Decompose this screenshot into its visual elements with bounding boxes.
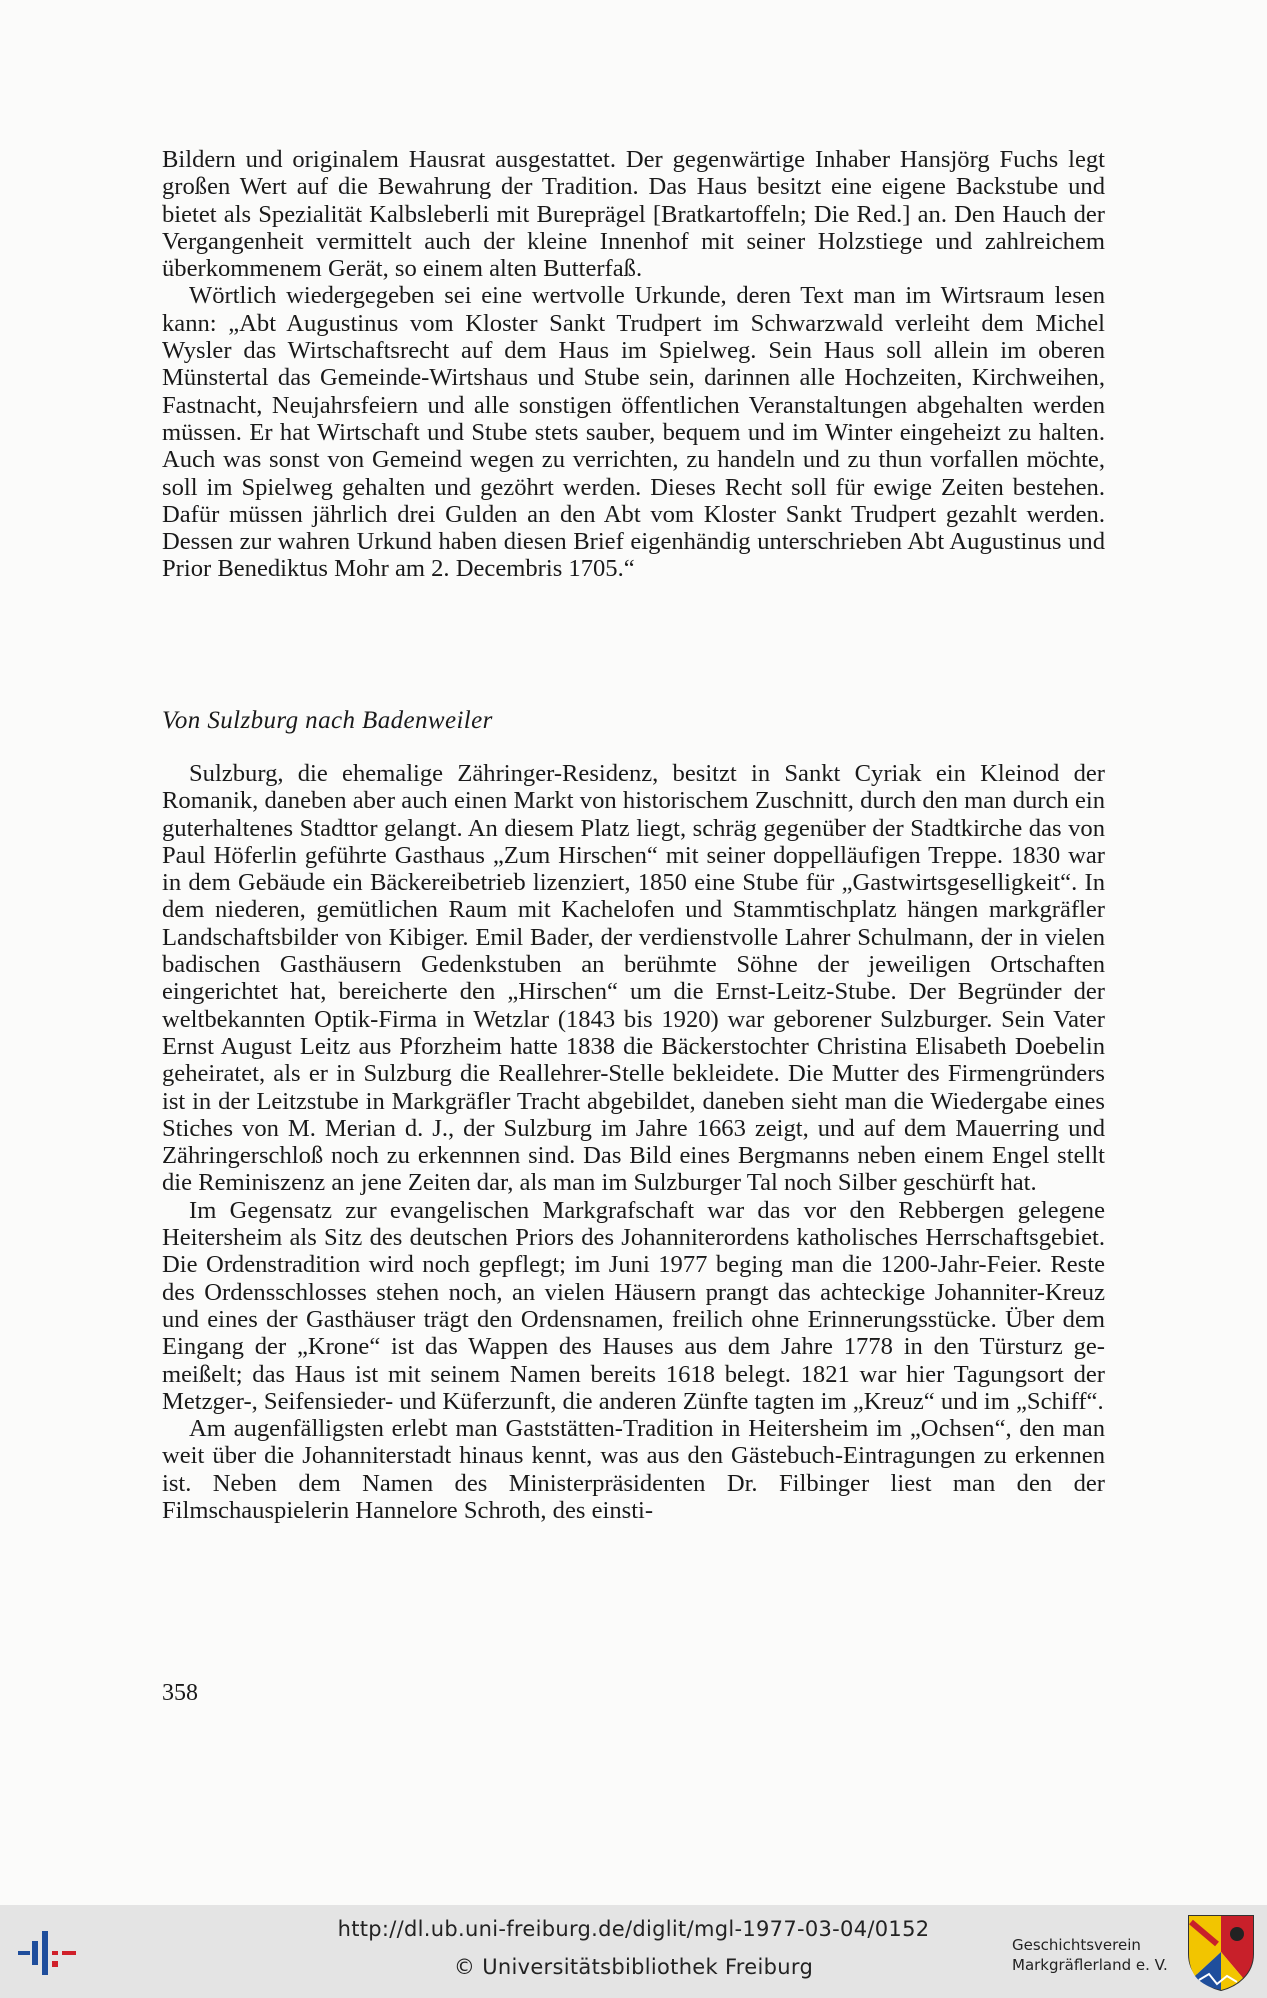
source-url-link[interactable]: http://dl.ub.uni-freiburg.de/diglit/mgl-1977-03-04/0152 — [337, 1917, 930, 1941]
section-heading: Von Sulzburg nach Badenweiler — [162, 707, 493, 734]
body-text-top — [162, 146, 1105, 583]
society-name — [1012, 1935, 1182, 1975]
copyright-text: © Universitätsbibliothek Freiburg — [453, 1955, 814, 1979]
coat-of-arms-icon — [1187, 1914, 1255, 1992]
paragraph: Im Gegensatz zur evangelischen Markgrafschaft war das vor den Rebbergen gelegene Heitersheim als Sitz des deutschen Priors des Johanniterordens katholisches Herrschaftsgebiet. Die Ordenstradition wird noch gepflegt; im Juni 1977 beging man die 1200-Jahr-Feier. Reste des Ordensschlosses stehen noch, an vielen Häusern prangt das achteckige Johanniter-Kreuz und eines der Gasthäuser trägt den Ordensnamen, freilich ohne Erinnerungsstücke. Über dem Eingang der „Krone“ ist das Wappen des Hauses aus dem Jahre 1778 in den Türsturz gemeißelt; das Haus ist mit seinem Namen bereits 1618 belegt. 1821 war hier Tagungsort der Metzger-, Seifensieder- und Küferzunft, die anderen Zünfte tagten im „Kreuz“ und im „Schiff“. — [162, 1196, 1105, 1415]
page-number: 358 — [162, 1680, 198, 1706]
paragraph: Sulzburg, die ehemalige Zähringer-Residenz, besitzt in Sankt Cyriak ein Kleinod der Romanik, daneben aber auch einen Markt von historischem Zuschnitt, durch den man durch ein guterhaltenes Stadttor gelangt. An diesem Platz liegt, schräg gegenüber der Stadtkirche das von Paul Höferlin geführte Gasthaus „Zum Hirschen“ mit seiner doppelläufigen Treppe. 1830 war in dem Gebäude ein Bäckereibetrieb lizenziert, 1850 eine Stube für „Gastwirtsgeselligkeit“. In dem niederen, gemütlichen Raum mit Kachelofen und Stammtischplatz hängen markgräfler Landschaftsbilder von Kibiger. Emil Bader, der verdienstvolle Lahrer Schulmann, der in vielen badischen Gasthäusern Gedenkstuben an berühmte Söhne der jeweiligen Ortschaften eingerichtet hat, bereicherte den „Hirschen“ um die Ernst-Leitz-Stube. Der Begründer der weltbekannten Optik-Firma in Wetzlar (1843 bis 1920) war geborener Sulzburger. Sein Vater Ernst August Leitz aus Pforzheim hatte 1838 die Bäckerstochter Christina Elisabeth Doebelin geheiratet, als er in Sulzburg die Reallehrer-Stelle bekleidete. Die Mutter des Firmengründers ist in der Leitzstube in Markgräfler Tracht abgebildet, daneben sieht man die Wiedergabe eines Stiches von M. Merian d. J., der Sulzburg im Jahre 1663 zeigt, und auf dem Mauerring und Zähringerschloß noch zu erkennnen sind. Das Bild eines Bergmanns neben einem Engel stellt die Reminiszenz an jene Zeiten dar, als man im Sulzburger Tal noch Silber geschürft hat. — [162, 760, 1105, 1197]
society-line: Markgräflerland e. V. — [1012, 1956, 1168, 1974]
body-text-bottom — [162, 760, 1105, 1524]
footer-bar — [0, 1905, 1267, 1998]
paragraph: Wörtlich wiedergegeben sei eine wertvolle Urkunde, deren Text man im Wirtsraum lesen kann: „Abt Augustinus vom Kloster Sankt Trudpert im Schwarzwald verleiht dem Michel Wysler das Wirtschaftsrecht auf dem Haus im Spielweg. Sein Haus soll allein im oberen Münstertal das Gemeinde-Wirtshaus und Stube sein, darinnen alle Hochzeiten, Kirchweihen, Fastnacht, Neujahrsfeiern und alle sonstigen öffentlichen Veranstaltungen abgehalten werden müssen. Er hat Wirtschaft und Stube stets sauber, bequem und im Winter eingeheizt zu halten. Auch was sonst von Gemeind wegen zu verrichten, zu handeln und zu thun vorfallen möchte, soll im Spielweg gehalten und gezöhrt werden. Dieses Recht soll für ewige Zeiten bestehen. Dafür müssen jährlich drei Gulden an den Abt vom Kloster Sankt Trudpert gezahlt werden. Dessen zur wahren Urkund haben diesen Brief eigenhändig unterschrieben Abt Augustinus und Prior Benediktus Mohr am 2. Decembris 1705.“ — [162, 282, 1105, 583]
society-line: Geschichtsverein — [1012, 1936, 1141, 1954]
paragraph: Am augenfälligsten erlebt man Gaststätten-Tradition in Heitersheim im „Ochsen“, den man weit über die Johanniterstadt hinaus kennt, was aus den Gästebuch-Eintragungen zu erkennen ist. Neben dem Namen des Ministerpräsidenten Dr. Filbinger liest man den der Filmschauspielerin Hannelore Schroth, des einsti- — [162, 1415, 1105, 1525]
paragraph: Bildern und originalem Hausrat ausgestattet. Der gegenwärtige Inhaber Hansjörg Fuchs legt großen Wert auf die Bewahrung der Tradition. Das Haus besitzt eine eigene Backstube und bietet als Spezialität Kalbsleberli mit Bureprägel [Bratkartoffeln; Die Red.] an. Den Hauch der Vergangenheit vermittelt auch der kleine Innenhof mit seiner Holzstiege und zahlreichem überkommenem Gerät, so einem alten Butterfaß. — [162, 146, 1105, 283]
